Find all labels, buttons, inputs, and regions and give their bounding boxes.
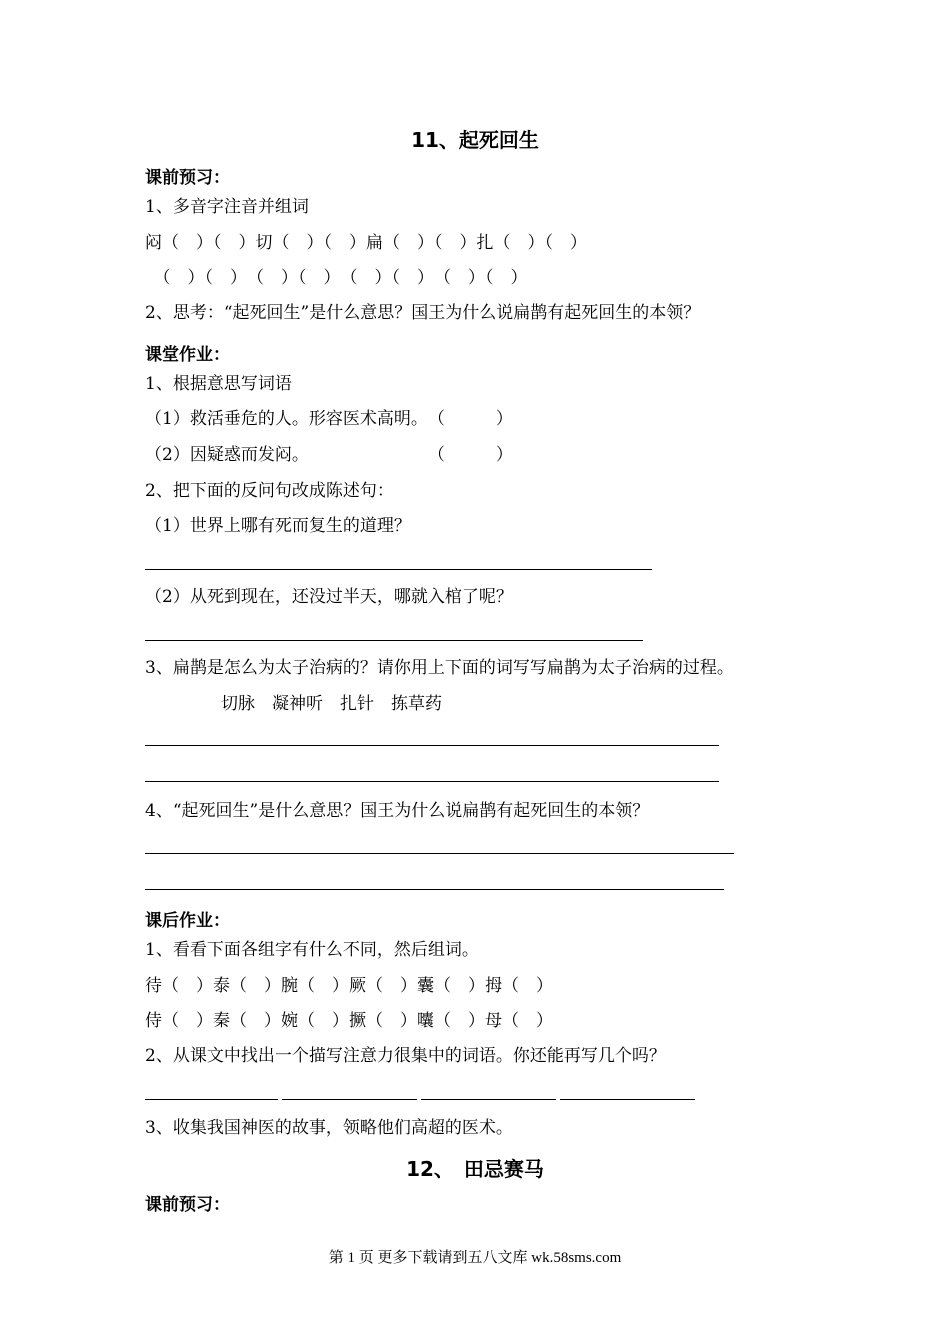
- sub-question: （2）从死到现在，还没过半天，哪就入棺了呢？: [145, 587, 513, 607]
- answer-line: [145, 889, 724, 890]
- answer-line: [145, 745, 719, 746]
- answer-line: [421, 1099, 556, 1100]
- answer-line: [145, 1099, 278, 1100]
- exercise-row: 侍（ ）秦（ ）婉（ ）撅（ ）囔（ ）母（ ）: [145, 1011, 553, 1031]
- exercise-row: 待（ ）泰（ ）腕（ ）厥（ ）囊（ ）拇（ ）: [145, 976, 553, 996]
- question-text: 3、收集我国神医的故事，领略他们高超的医术。: [145, 1118, 513, 1138]
- lesson-title: 11、起死回生: [411, 128, 539, 152]
- answer-line: [145, 640, 643, 641]
- answer-line: [145, 781, 719, 782]
- sub-question: （1）救活垂危的人。形容医术高明。 （ ）: [145, 409, 513, 429]
- lesson-title: 12、 田忌赛马: [406, 1157, 544, 1181]
- question-text: 2、思考：“起死回生”是什么意思？国王为什么说扁鹊有起死回生的本领？: [145, 303, 701, 323]
- answer-line: [145, 569, 652, 570]
- question-text: 1、看看下面各组字有什么不同，然后组词。: [145, 940, 479, 960]
- question-text: 1、多音字注音并组词: [145, 197, 309, 217]
- section-heading-preview: 课前预习：: [145, 168, 230, 188]
- question-text: 2、从课文中找出一个描写注意力很集中的词语。你还能再写几个吗？: [145, 1046, 666, 1066]
- question-text: 3、扁鹊是怎么为太子治病的？请你用上下面的词写写扁鹊为太子治病的过程。: [145, 658, 734, 678]
- question-text: 1、根据意思写词语: [145, 374, 292, 394]
- sub-question: （2）因疑惑而发闷。 （ ）: [145, 445, 513, 465]
- question-text: 2、把下面的反问句改成陈述句：: [145, 481, 394, 501]
- answer-line: [282, 1099, 417, 1100]
- answer-line: [560, 1099, 695, 1100]
- answer-line: [145, 853, 734, 854]
- sub-question: （1）世界上哪有死而复生的道理？: [145, 516, 411, 536]
- section-heading-homework: 课后作业：: [145, 911, 230, 931]
- section-heading-preview: 课前预习：: [145, 1195, 230, 1215]
- page-footer: 第 1 页 更多下载请到五八文库 wk.58sms.com: [328, 1250, 622, 1266]
- question-text: 4、“起死回生”是什么意思？国王为什么说扁鹊有起死回生的本领？: [145, 801, 650, 821]
- exercise-row: 闷（ ）（ ）切（ ）（ ）扁（ ）（ ）扎（ ）（ ）: [145, 233, 587, 253]
- word-list: 切脉 凝神听 扎针 拣草药: [221, 694, 442, 714]
- exercise-row: （ ）（ ） （ ）（ ） （ ）（ ） （ ）（ ）: [145, 268, 528, 288]
- section-heading-classwork: 课堂作业：: [145, 345, 230, 365]
